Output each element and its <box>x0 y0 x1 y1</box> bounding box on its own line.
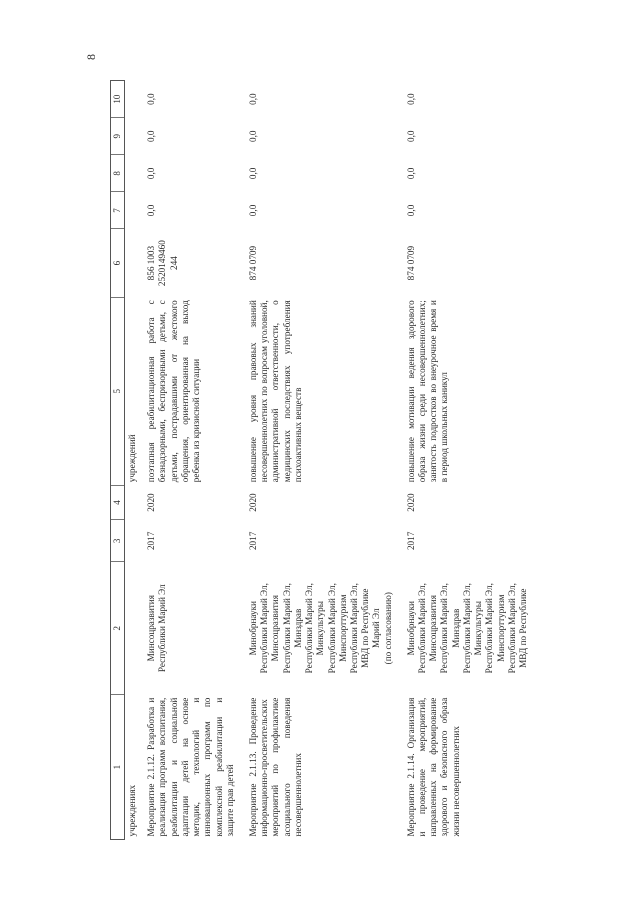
value-col-8: 0,0 <box>405 167 416 180</box>
header-col-4: 4 <box>111 485 125 520</box>
value-col-9: 0,0 <box>405 130 416 142</box>
continuation-measure: учреждениях <box>127 784 137 837</box>
header-col-1: 1 <box>111 695 125 840</box>
start-year-cell: 2017 <box>247 531 258 551</box>
header-col-7: 7 <box>111 192 125 229</box>
executors-cell: Минобрнауки Республики Марий Эл, Минсоцразвития Республики Марий Эл, Минздрав Республики Марий Эл, Минкультуры Республики Марий Эл, Минспорттуризм Республики Марий Эл, МВД по Республике Марий Эл (по согласованию) <box>247 583 393 674</box>
page-number: 8 <box>84 54 98 60</box>
result-cell: поэтапная реабилитационная работа с безнадзорными, беспризорными детьми, с детьми, пострадавшими от жестокого обращения, ориентированная на выход ребенка из кризисной ситуации <box>146 300 202 483</box>
value-col-8: 0,0 <box>247 167 258 180</box>
value-col-7: 0,0 <box>405 204 416 217</box>
table-row <box>400 81 535 840</box>
kbk-cell: 874 0709 <box>405 245 416 281</box>
header-col-9: 9 <box>111 118 125 155</box>
table-row <box>242 81 400 840</box>
value-col-10: 0,0 <box>146 93 157 105</box>
result-cell: повышение уровня правовых знаний несовершеннолетних по вопросам уголовной, административной ответственности, о медицинских последствиях употребления психоактивных веществ <box>247 300 303 483</box>
value-col-10: 0,0 <box>405 93 416 105</box>
table-header-row <box>111 81 125 840</box>
header-col-6: 6 <box>111 229 125 297</box>
end-year-cell: 2020 <box>247 493 258 512</box>
measure-cell: Мероприятие 2.1.14. Организация и проведение мероприятий, направленных на формирование здорового и безопасного образа жизни несовершеннолетних <box>405 697 461 837</box>
start-year-cell: 2017 <box>146 531 157 551</box>
end-year-cell: 2020 <box>405 493 416 512</box>
header-col-10: 10 <box>111 81 125 118</box>
start-year-cell: 2017 <box>405 531 416 551</box>
value-col-7: 0,0 <box>247 204 258 217</box>
measure-cell: Мероприятие 2.1.12. Разработка и реализация программ воспитания, реабилитации и социальной адаптации детей на основе методик, технологий и инновационных программ по комплексной реабилитации и защите прав детей <box>146 697 235 837</box>
result-cell: повышение мотивации ведения здорового образа жизни среди несовершеннолетних; занятость подростков во внеурочное время и в период школьных каникул <box>405 300 450 483</box>
value-col-8: 0,0 <box>146 167 157 180</box>
header-col-5: 5 <box>111 297 125 485</box>
value-col-9: 0,0 <box>247 130 258 142</box>
header-col-3: 3 <box>111 520 125 562</box>
header-col-2: 2 <box>111 562 125 695</box>
executors-cell: Минсоцразвития Республики Марий Эл <box>146 584 168 673</box>
executors-cell: Минобрнауки Республики Марий Эл, Минсоцразвития Республики Марий Эл, Минздрав Республики Марий Эл, Минкультуры Республики Марий Эл, Минспорттуризм Республики Марий Эл, МВД по Республике <box>405 583 528 674</box>
kbk-cell: 874 0709 <box>247 245 258 281</box>
kbk-cell: 856 1003 2520149460 244 <box>146 240 179 287</box>
value-col-10: 0,0 <box>247 93 258 105</box>
value-col-7: 0,0 <box>146 204 157 217</box>
measures-table <box>110 80 535 840</box>
continuation-result: учреждений <box>127 434 137 483</box>
end-year-cell: 2020 <box>146 493 157 512</box>
value-col-9: 0,0 <box>146 130 157 142</box>
measure-cell: Мероприятие 2.1.13. Проведение информационно-просветительских мероприятий по профилактике асоциального поведения несовершеннолетних <box>247 697 303 837</box>
continuation-row <box>125 81 141 840</box>
document-table-container <box>110 80 630 840</box>
table-row <box>140 81 242 840</box>
header-col-8: 8 <box>111 155 125 192</box>
